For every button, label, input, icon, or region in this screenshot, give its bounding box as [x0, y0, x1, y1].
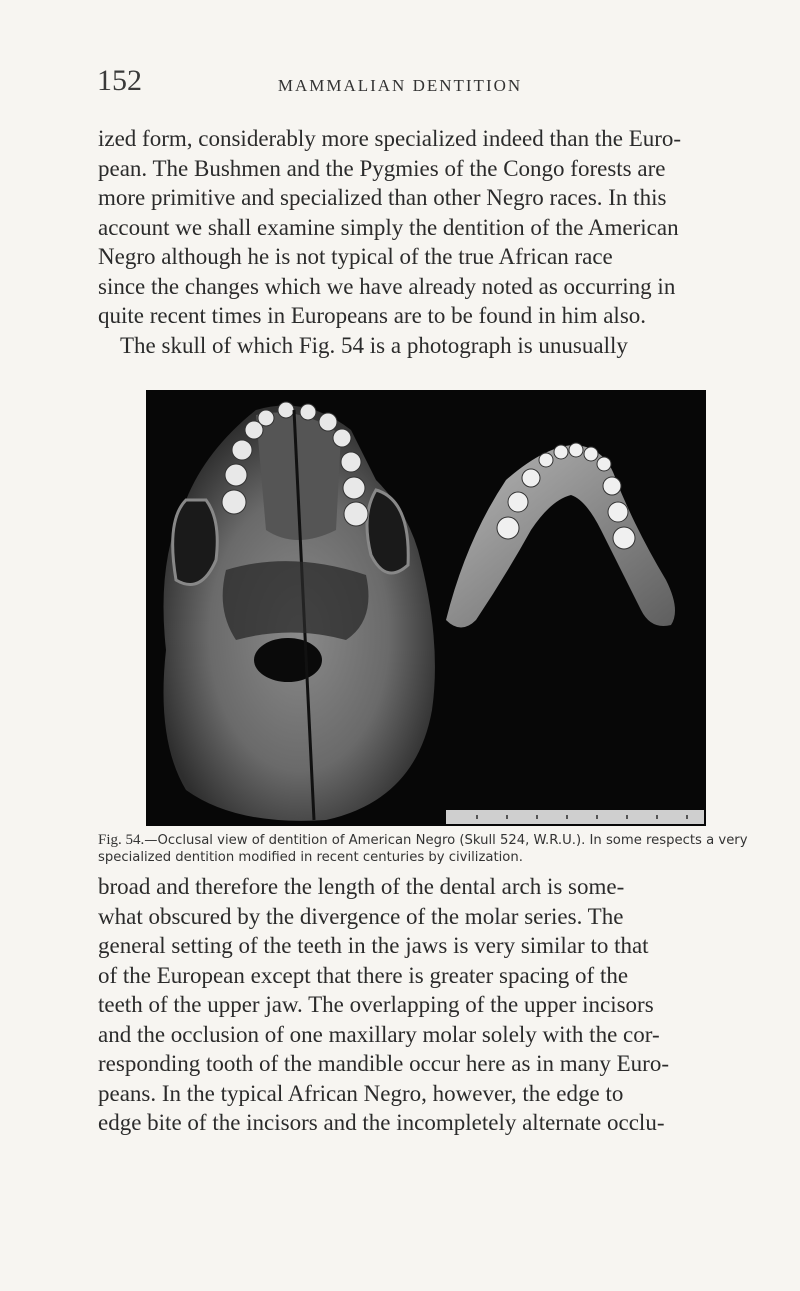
body-paragraph-bottom	[98, 872, 754, 1138]
text-line: account we shall examine simply the dentition of the American	[98, 214, 679, 240]
text-line: of the European except that there is greater spacing of the	[98, 962, 629, 988]
text-line: general setting of the teeth in the jaws is very similar to that	[98, 933, 649, 958]
mandible	[446, 445, 675, 628]
zygomatic-arch	[367, 490, 408, 573]
text-line: teeth of the upper jaw. The overlapping of the upper incisors	[98, 992, 654, 1017]
text-line: The skull of which Fig. 54 is a photograph is unusually	[120, 332, 628, 358]
zygomatic-arch	[173, 500, 218, 585]
text-line: ized form, considerably more specialized indeed than the Euro-	[98, 126, 682, 151]
running-head: MAMMALIAN DENTITION	[277, 76, 523, 95]
text-line: and the occlusion of one maxillary molar solely with the cor-	[98, 1021, 660, 1047]
text-line: more primitive and specialized than other Negro races. In this	[98, 185, 667, 210]
figure-caption	[98, 832, 754, 866]
foramen-magnum	[254, 638, 322, 682]
text-line: quite recent times in Europeans are to be found in him also.	[98, 303, 647, 328]
text-line: what obscured by the divergence of the molar series. The	[98, 903, 624, 929]
skull-illustration	[146, 390, 706, 826]
figure-label: Fig. 54.	[98, 832, 145, 848]
page-number: 152	[97, 64, 142, 97]
skull-photograph	[146, 390, 706, 826]
text-line: Negro although he is not typical of the true African race	[98, 244, 613, 269]
text-line: responding tooth of the mandible occur here as in many Euro-	[98, 1051, 670, 1076]
figure-caption-text: —Occlusal view of dentition of American Negro (Skull 524, W.R.U.). In some respects a very specialized dentition modified in recent centuries by civilization.	[98, 833, 748, 865]
text-line: edge bite of the incisors and the incompletely alternate occlu-	[98, 1110, 665, 1135]
text-line: peans. In the typical African Negro, however, the edge to	[98, 1080, 624, 1106]
body-paragraph-top	[98, 124, 754, 360]
text-line: since the changes which we have already noted as occurring in	[98, 273, 676, 299]
text-line: broad and therefore the length of the dental arch is some-	[98, 874, 625, 899]
text-line: pean. The Bushmen and the Pygmies of the Congo forests are	[98, 155, 666, 181]
scale-bar	[446, 810, 704, 824]
